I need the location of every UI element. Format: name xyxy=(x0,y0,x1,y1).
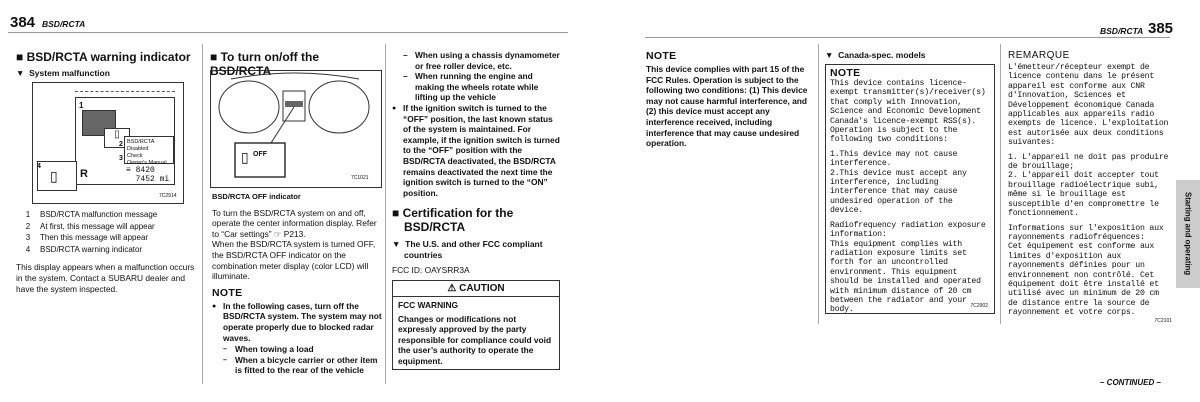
section-heading: ■ To turn on/off the BSD/RCTA xyxy=(210,50,320,78)
legend xyxy=(16,208,198,294)
paragraph: To turn the BSD/RCTA system on and off, operate the center information display. Refer to “Car settings” ☞ P213. xyxy=(212,207,377,239)
bullet-text: In the following cases, turn off the BSD/RCTA system. The system may not operate properly due to blocked radar waves. xyxy=(223,300,382,343)
message-box xyxy=(124,136,174,164)
paragraph: This equipment complies with radiation exposure limits set forth for an uncontrolled environment. This equipment should be installed and operated with minimum distance of 20 cm between the radiator and your body. xyxy=(830,239,981,315)
dash-item: – When running the engine and making the wheels rotate while lifting up the vehicle xyxy=(403,71,560,103)
dash-list xyxy=(223,344,382,376)
dash-item: – When using a chassis dynamometer or free roller device, etc. xyxy=(403,50,560,71)
column-2-body xyxy=(212,192,382,376)
note-heading: NOTE xyxy=(212,286,243,299)
subheading: ▼ Canada-spec. models xyxy=(825,50,926,60)
odometer: ≡ 8420 7452 mi xyxy=(126,166,170,184)
fcc-note-text: This device complies with part 15 of the FCC Rules. Operation is subject to the following two conditions: (1) This device may not cause harmful interference, and (2) this device must accept any interference received, including interference that may cause undesired operation. xyxy=(646,64,808,149)
column-separator xyxy=(1000,44,1001,324)
paragraph: Radiofrequency radiation exposure information: xyxy=(830,220,986,240)
dash-list xyxy=(392,50,560,103)
paragraph: 1.This device may not cause interference. xyxy=(830,149,958,169)
figure-caption: BSD/RCTA OFF indicator xyxy=(212,192,301,201)
dash-item: – When a bicycle carrier or other item is fitted to the rear of the vehicle xyxy=(223,355,382,376)
paragraph: Informations sur l'exposition aux rayonnements radiofréquences: xyxy=(1008,223,1164,242)
malfunction-figure xyxy=(32,82,184,204)
legend-text: At first, this message will appear xyxy=(40,221,155,231)
page-number-right: 385 xyxy=(1148,20,1174,37)
column-separator xyxy=(202,44,203,384)
column-5 xyxy=(825,50,995,61)
subheading: ▼ System malfunction xyxy=(16,68,110,78)
paragraph: 2.This device must accept any interference, including interference that may cause undesired operation of the device. xyxy=(830,168,967,216)
section-heading: ■ BSD/RCTA warning indicator xyxy=(16,50,191,64)
legend-num: 4 xyxy=(25,244,31,254)
legend-row xyxy=(18,245,157,255)
paragraph: When the BSD/RCTA system is turned OFF, the BSD/RCTA OFF indicator on the combination meter display (color LCD) will illuminate. xyxy=(212,239,376,282)
figure-code: 7C2101 xyxy=(1154,317,1172,324)
note-bullets xyxy=(392,103,560,198)
section-heading: ■ Certification for the BSD/RCTA xyxy=(392,206,514,235)
cluster-outline xyxy=(231,73,359,79)
msg-disabled: BSD/RCTA Disabled xyxy=(127,139,155,152)
callout-2: 2 xyxy=(119,141,123,148)
warning-triangle-icon: ⚠ xyxy=(447,282,457,294)
column-6 xyxy=(1008,50,1172,324)
subheading: ▼ The U.S. and other FCC compliant countries xyxy=(392,239,543,261)
note-bullets xyxy=(212,301,382,376)
column-4 xyxy=(646,50,814,149)
meter-display xyxy=(75,97,175,185)
malfunction-body: This display appears when a malfunction occurs in the system. Contact a SUBARU dealer and have the system inspected. xyxy=(16,262,195,294)
warning-indicator-callout xyxy=(37,161,77,191)
legend-text: BSD/RCTA warning indicator xyxy=(40,244,143,254)
callout-4: 4 xyxy=(37,163,41,170)
caution-label: CAUTION xyxy=(459,282,505,294)
legend-num: 2 xyxy=(25,221,31,231)
heading-text: Certification for the BSD/RCTA xyxy=(402,206,514,235)
bullet-item xyxy=(212,301,382,376)
legend-row xyxy=(18,210,157,220)
figure-code: 7C1021 xyxy=(351,175,369,181)
column-separator xyxy=(385,44,386,384)
odo-unit: mi xyxy=(159,175,170,184)
gauge-bar xyxy=(75,91,175,93)
subheading-text: System malfunction xyxy=(29,68,110,78)
column-1 xyxy=(16,50,198,79)
page-number-left: 384 xyxy=(10,14,36,31)
subheading-text: The U.S. and other FCC compliant countries xyxy=(404,239,543,261)
legend-row xyxy=(18,233,157,243)
chapter-tab-label: Starting and operating xyxy=(1183,192,1193,276)
left-gauge xyxy=(219,81,279,133)
note-heading: NOTE xyxy=(830,67,861,79)
header-rule-left xyxy=(8,32,568,33)
fcc-warning-text: Changes or modifications not expressly approved by the party responsible for compliance could void the user’s authority to operate the equipment. xyxy=(398,313,552,366)
fcc-warning-title: FCC WARNING xyxy=(398,299,459,310)
center-display-highlight xyxy=(285,101,303,107)
caution-box xyxy=(392,280,560,371)
column-3 xyxy=(392,50,560,370)
section-header-right: BSD/RCTA xyxy=(1100,26,1144,36)
right-gauge xyxy=(309,81,369,133)
header-rule-right xyxy=(645,37,1170,38)
callout-3: 3 xyxy=(119,155,123,162)
legend-text: Then this message will appear xyxy=(40,233,149,243)
note-heading: NOTE xyxy=(646,50,677,62)
dash-item: – When towing a load xyxy=(223,344,382,355)
paragraph: 2. L'appareil doit accepter tout brouillage radioélectrique subi, même si le brouillage est susceptible d'en compromettre le fonctionnement. xyxy=(1008,171,1159,219)
heading-text: BSD/RCTA warning indicator xyxy=(26,50,191,64)
legend-num: 1 xyxy=(25,210,31,219)
off-indicator-figure xyxy=(210,70,382,188)
caution-header xyxy=(393,281,559,297)
remarque-heading: REMARQUE xyxy=(1008,50,1070,61)
bsd-warning-icon: ▯ xyxy=(50,168,58,184)
gear-indicator: R xyxy=(80,168,88,180)
callout-1: 1 xyxy=(79,101,84,110)
legend-text: BSD/RCTA malfunction message xyxy=(40,210,158,219)
odo-value-2: 7452 xyxy=(135,175,155,184)
msg-manual: Owner's Manual xyxy=(127,160,167,166)
continued-label: – CONTINUED – xyxy=(1100,378,1161,387)
canada-note-box xyxy=(825,64,995,314)
paragraph: L'émetteur/récepteur exempt de licence contenu dans le présent appareil est conforme aux CNR d'Innovation, Sciences et Développement économique Canada applicables aux appareils radio exempts de licence. L'exploitation est autorisée aux deux conditions suivantes: xyxy=(1008,63,1169,148)
fcc-id: FCC ID: OAYSRR3A xyxy=(392,265,470,276)
msg-check: Check xyxy=(127,153,143,159)
section-header-left: BSD/RCTA xyxy=(42,19,86,29)
paragraph: Cet équipement est conforme aux limites d'exposition aux rayonnements définies pour un environnement non contrôlé. Cet équipement doit être installé et utilisé avec un minimum de 20 cm de distance entre la source de rayonnement et votre corps. xyxy=(1008,242,1159,318)
odo-value-1: 8420 xyxy=(135,166,155,175)
bsd-off-icon: ▯ xyxy=(241,149,249,165)
figure-code: 7C2914 xyxy=(159,193,177,199)
figure-code: 7C2902 xyxy=(970,303,988,309)
meter-cluster-svg xyxy=(211,71,381,187)
paragraph: 1. L'appareil ne doit pas produire de brouillage; xyxy=(1008,152,1169,172)
caution-body xyxy=(393,297,559,370)
paragraph: This device contains licence-exempt transmitter(s)/receiver(s) that comply with Innovation, Science and Economic Development Canada's licence-exempt RSS(s). Operation is subject to the following two conditions: xyxy=(830,79,986,145)
off-label: OFF xyxy=(253,151,267,158)
subheading-text: Canada-spec. models xyxy=(838,50,926,60)
column-separator xyxy=(818,44,819,324)
bullet-item: ● If the ignition switch is turned to the “OFF” position, the last known status of the system is maintained. For example, if the ignition switch is turned to the “OFF” position with the BSD/RCTA deactivated, the BSD/RCTA remains deactivated the next time the ignition switch is turned to the “ON” position. xyxy=(392,103,560,198)
legend-row xyxy=(18,222,157,232)
legend-num: 3 xyxy=(25,233,31,243)
legend-table xyxy=(16,208,159,256)
heading-text: To turn on/off the BSD/RCTA xyxy=(210,50,320,78)
indicator-icon-small: ▯ xyxy=(104,128,130,148)
